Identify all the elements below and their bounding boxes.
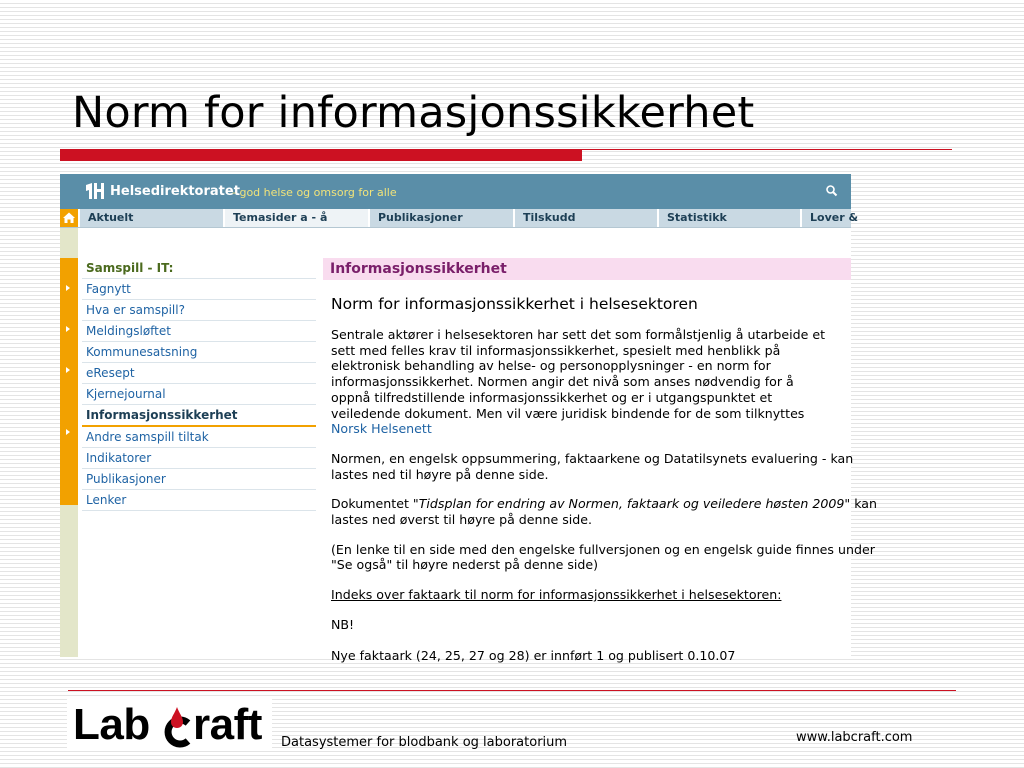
brand-lab-text: Lab [73, 700, 150, 749]
home-icon[interactable] [60, 209, 78, 227]
faktaark-index-heading[interactable]: Indeks over faktaark til norm for informasjonssikkerhet i helsesektoren: [331, 587, 782, 603]
nav-tab-tilskudd[interactable]: Tilskudd [513, 209, 657, 227]
blood-drop-c-icon [161, 705, 193, 747]
article-paragraph-intro [331, 327, 851, 437]
site-header [60, 174, 851, 209]
sidebar-item-kommunesatsning[interactable]: Kommunesatsning [82, 342, 316, 363]
sidebar-item-kjernejournal[interactable]: Kjernejournal [82, 384, 316, 405]
site-tagline: - god helse og omsorg for alle [232, 186, 397, 199]
title-underline [60, 149, 582, 161]
helsedirektoratet-logo-icon[interactable] [84, 181, 106, 201]
sidebar-item-andre-samspill-tiltak[interactable]: Andre samspill tiltak [82, 427, 316, 448]
site-logo-text[interactable]: Helsedirektoratet [110, 184, 240, 199]
sidebar-menu [82, 258, 316, 511]
sidebar-marker-column [60, 258, 78, 505]
expand-arrow-icon[interactable] [66, 429, 70, 435]
article-heading: Norm for informasjonssikkerhet i helsesektoren [331, 295, 698, 313]
document-suffix: kan lastes ned øverst til høyre på denne side. [331, 496, 877, 528]
footer-tagline: Datasystemer for blodbank og laboratorium [281, 735, 568, 750]
title-underline-thin [582, 149, 952, 150]
sidebar-item-meldingsloftet[interactable]: Meldingsløftet [82, 321, 316, 342]
article-paragraph-document [331, 496, 877, 528]
brand-raft-text: raft [193, 700, 262, 749]
slide-title: Norm for informasjonssikkerhet [72, 88, 755, 138]
cut-off-line: Nye faktaark (24, 25, 27 og 28) er innført 1 og publisert 0.10.07 [331, 648, 736, 663]
sidebar-item-informasjonssikkerhet[interactable]: Informasjonssikkerhet [82, 405, 316, 427]
labcraft-logo [67, 699, 272, 751]
article-paragraph-english: (En lenke til en side med den engelske fullversjonen og en engelsk guide finnes under "Se også" til høyre nederst på denne side) [331, 541, 875, 573]
sidebar-item-indikatorer[interactable]: Indikatorer [82, 448, 316, 469]
footer-website[interactable]: www.labcraft.com [796, 730, 913, 745]
intro-text: Sentrale aktører i helsesektoren har sett det som formålstjenlig å utarbeide et sett med felles krav til informasjonssikkerhet, spesielt med henblikk på elektronisk behandling av helse- og personopplysninger - en norm for informasjonssikkerhet. Normen angir det nivå som anses nødvendig for å oppnå tilfredstillende informasjonssikkerhet og er i utgangspunktet et veiledende dokument. Men vil være juridisk bindende for de som tilknyttes [331, 327, 826, 421]
section-title: Informasjonssikkerhet [323, 258, 851, 280]
expand-arrow-icon[interactable] [66, 285, 70, 291]
website-screenshot [60, 174, 877, 663]
nav-tab-aktuelt[interactable]: Aktuelt [78, 209, 223, 227]
search-icon[interactable] [823, 182, 841, 200]
document-prefix: Dokumentet [331, 496, 413, 512]
main-nav [60, 209, 859, 228]
nav-tab-publikasjoner[interactable]: Publikasjoner [368, 209, 513, 227]
norsk-helsenett-link[interactable]: Norsk Helsenett [331, 421, 432, 437]
sidebar-item-fagnytt[interactable]: Fagnytt [82, 279, 316, 300]
nav-tab-statistikk[interactable]: Statistikk [657, 209, 800, 227]
sidebar-item-hva-er-samspill[interactable]: Hva er samspill? [82, 300, 316, 321]
nav-tab-temasider[interactable]: Temasider a - å [223, 209, 368, 227]
expand-arrow-icon[interactable] [66, 326, 70, 332]
sidebar-item-publikasjoner[interactable]: Publikasjoner [82, 469, 316, 490]
nb-note: NB! [331, 616, 355, 632]
footer-rule [68, 690, 956, 691]
sidebar-item-lenker[interactable]: Lenker [82, 490, 316, 511]
expand-arrow-icon[interactable] [66, 367, 70, 373]
sidebar-item-eresept[interactable]: eResept [82, 363, 316, 384]
document-title: "Tidsplan for endring av Normen, faktaark og veiledere høsten 2009" [412, 496, 851, 512]
article-content [323, 258, 877, 663]
nav-tab-lover[interactable]: Lover & [800, 209, 851, 227]
sidebar-heading: Samspill - IT: [82, 258, 316, 279]
article-paragraph-downloads: Normen, en engelsk oppsummering, faktaarkene og Datatilsynets evaluering - kan lastes ned til høyre på denne side. [331, 450, 854, 482]
